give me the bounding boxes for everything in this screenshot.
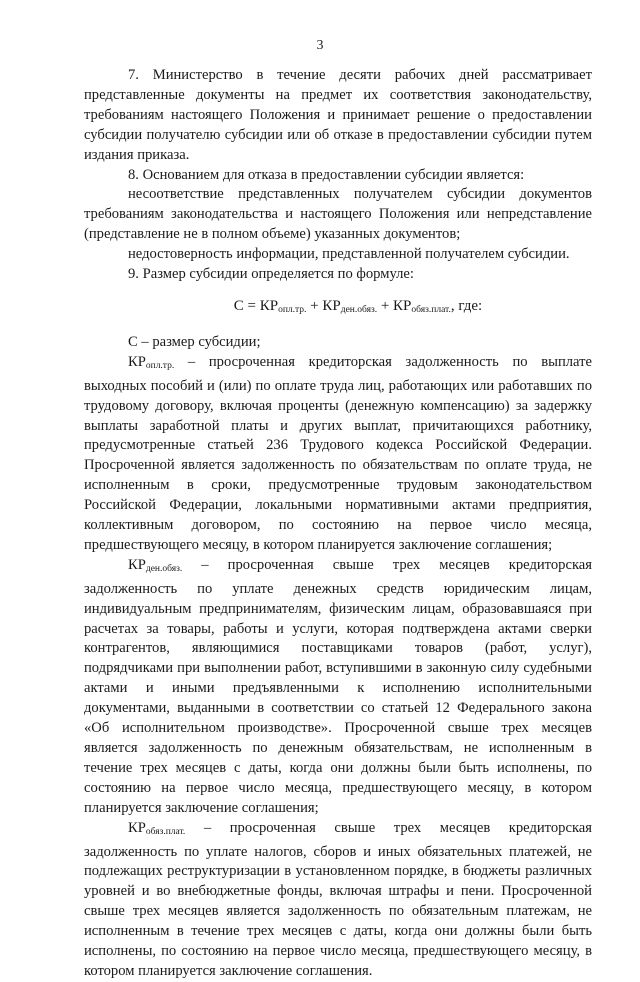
formula-sub-3: обяз.плат. <box>411 304 451 315</box>
kr-den-text: – просроченная свыше трех месяцев кредиторская задолженность по уплате денежных средств юридическим лицам, индивидуальным предпринимателям, физическим лицам, образовавшаяся при расчетах за товары, работы и услуги, которая подтверждена актами сверки контрагентов, являющимися поставщиками товаров (работ, услуг), подрядчиками при выполнении работ, вступившими в законную силу судебными актами и иными предъявленными к исполнению исполнительными документами, выданными в соответствии со статьей 12 Федерального закона «Об исполнительном производстве». Просроченной свыше трех месяцев является задолженность по денежным обязательствам, не исполненным в течение трех месяцев с даты, когда они должны были быть исполнены, по состоянию на первое число месяца, предшествующего месяцу, в котором планируется заключение соглашения; <box>84 556 592 816</box>
page-number: 3 <box>316 38 324 53</box>
paragraph-8-item-1: несоответствие представленных получателем субсидии документов требованиям законодательства и настоящего Положения или непредставление (представление не в полном объеме) указанных документов; <box>84 186 592 243</box>
definition-c: С – размер субсидии; <box>128 333 261 350</box>
subsidy-formula <box>84 297 592 321</box>
document-body <box>84 66 592 982</box>
paragraph-8: 8. Основанием для отказа в предоставлении субсидии является: <box>128 166 525 183</box>
kr-den-prefix: КР <box>128 556 146 573</box>
kr-obyaz-prefix: КР <box>128 819 146 836</box>
definition-kr-den <box>84 556 592 819</box>
paragraph-8-item-2: недостоверность информации, представленной получателем субсидии. <box>128 246 570 263</box>
kr-opl-prefix: КР <box>128 353 146 370</box>
paragraph-7: 7. Министерство в течение десяти рабочих дней рассматривает представленные документы на предмет их соответствия законодательству, требованиям настоящего Положения и принимает решение о предоставлении субсидии получателю субсидии или об отказе в предоставлении субсидии путем издания приказа. <box>84 67 592 163</box>
kr-obyaz-text: – просроченная свыше трех месяцев кредиторская задолженность по уплате налогов, сборов и иных обязательных платежей, не подлежащих реструктуризации в установленном порядке, в бюджеты различных уровней и во внебюджетные фонды, включая штрафы и пени. Просроченной свыше трех месяцев является задолженность по обязательным платежам, не исполненным в течение трех месяцев с даты, когда они должны были быть исполнены, по состоянию на первое число месяца, предшествующего месяцу, в котором планируется заключение соглашения. <box>84 819 592 979</box>
paragraph-9: 9. Размер субсидии определяется по формуле: <box>128 266 414 283</box>
formula-sub-2: ден.обяз. <box>340 304 378 315</box>
formula-sub-1: опл.тр. <box>278 304 307 315</box>
definition-kr-obyaz <box>84 819 592 982</box>
definition-kr-opl <box>84 353 592 556</box>
kr-obyaz-sub: обяз.плат. <box>145 826 186 837</box>
kr-opl-text: – просроченная кредиторская задолженность по выплате выходных пособий и (или) по оплате труда лиц, работающих или работавших по трудовому договору, включая проценты (денежную компенсацию) за задержку выплаты заработной платы и других выплат, причитающихся работнику, предусмотренные статьей 236 Трудового кодекса Российской Федерации. Просроченной является задолженность по обязательствам по оплате труда, не исполненным в сроки, предусмотренные трудовым законодательством Российской Федерации, локальными нормативными актами предприятия, коллективным договором, по состоянию на первое число месяца, предшествующего месяцу, в котором планируется заключение соглашения; <box>84 353 592 553</box>
formula-tail: , где: <box>450 297 483 314</box>
formula-plus-1: + КР <box>306 297 341 314</box>
formula-lhs: С = КР <box>233 297 279 314</box>
formula-plus-2: + КР <box>377 297 412 314</box>
kr-opl-sub: опл.тр. <box>145 360 175 371</box>
kr-den-sub: ден.обяз. <box>145 563 183 574</box>
